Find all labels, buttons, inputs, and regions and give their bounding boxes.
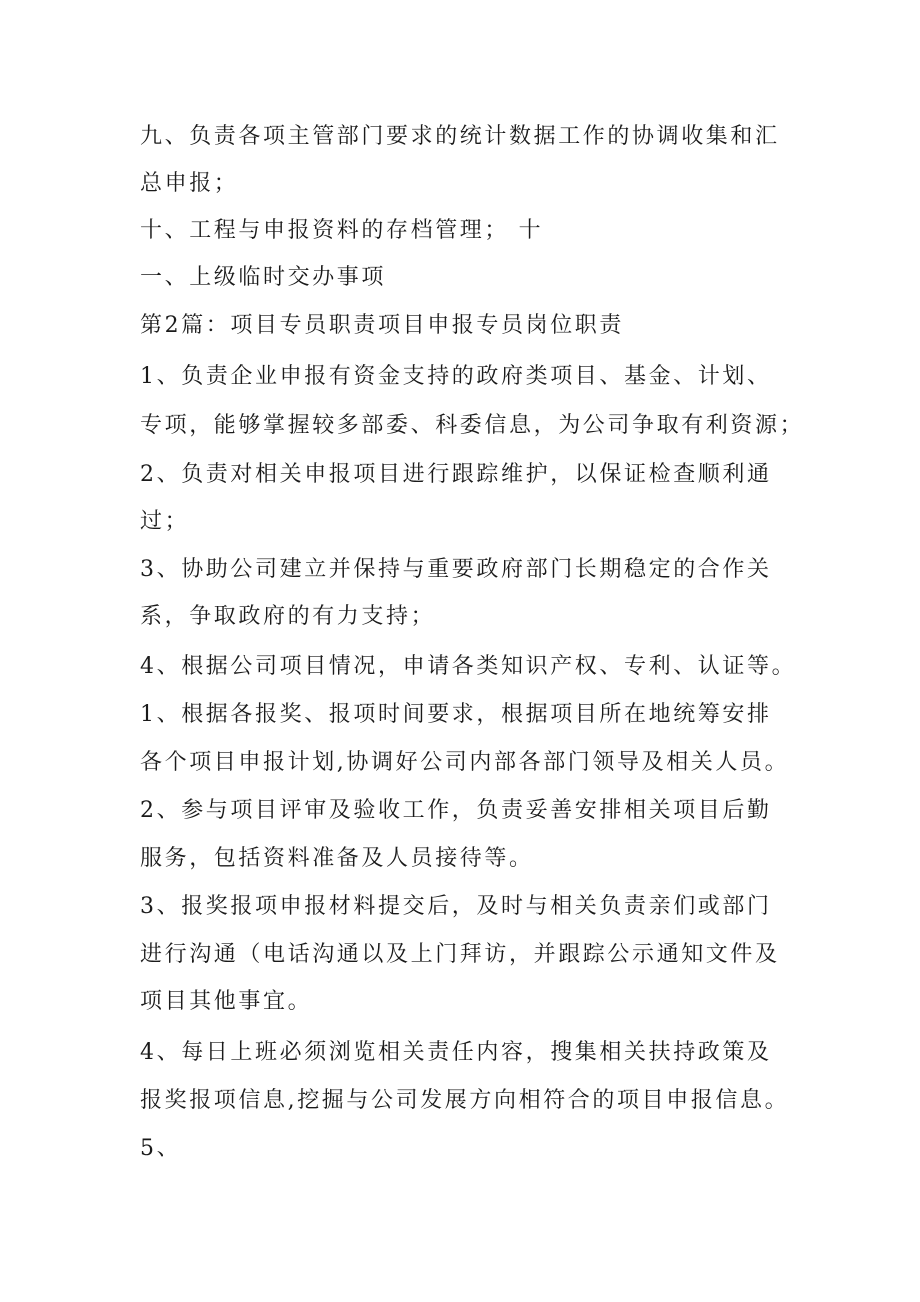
paragraph-line: 各个项目申报计划,协调好公司内部各部门领导及相关人员。: [140, 750, 790, 775]
paragraph-line: 4、每日上班必须浏览相关责任内容，搜集相关扶持政策及: [140, 1040, 772, 1065]
paragraph-line: 总申报；: [140, 171, 239, 196]
paragraph-line: 专项，能够掌握较多部委、科委信息，为公司争取有利资源；: [140, 413, 805, 438]
paragraph-line: 十、工程与申报资料的存档管理； 十: [140, 218, 544, 243]
paragraph-line: 1、根据各报奖、报项时间要求，根据项目所在地统筹安排: [140, 702, 772, 727]
paragraph-line: 服务，包括资料准备及人员接待等。: [140, 846, 534, 871]
paragraph-line: 5、: [140, 1136, 182, 1161]
paragraph-line: 2、负责对相关申报项目进行跟踪维护，以保证检查顺利通: [140, 462, 772, 487]
paragraph-line: 过；: [140, 509, 190, 534]
paragraph-line: 3、协助公司建立并保持与重要政府部门长期稳定的合作关: [140, 557, 772, 582]
paragraph-line: 报奖报项信息,挖掘与公司发展方向相符合的项目申报信息。: [140, 1088, 790, 1113]
paragraph-line: 一、上级临时交办事项: [140, 265, 387, 290]
paragraph-line: 3、报奖报项申报材料提交后，及时与相关负责亲们或部门: [140, 894, 772, 919]
paragraph-line: 2、参与项目评审及验收工作，负责妥善安排相关项目后勤: [140, 798, 772, 823]
paragraph-line: 4、根据公司项目情况，申请各类知识产权、专利、认证等。: [140, 654, 797, 679]
paragraph-line: 进行沟通（电话沟通以及上门拜访，并跟踪公示通知文件及: [140, 942, 780, 967]
section-heading: 第2篇：项目专员职责项目申报专员岗位职责: [140, 313, 624, 338]
paragraph-line: 九、负责各项主管部门要求的统计数据工作的协调收集和汇: [140, 124, 780, 149]
paragraph-line: 1、负责企业申报有资金支持的政府类项目、基金、计划、: [140, 364, 772, 389]
paragraph-line: 项目其他事宜。: [140, 989, 313, 1014]
paragraph-line: 系，争取政府的有力支持；: [140, 604, 436, 629]
